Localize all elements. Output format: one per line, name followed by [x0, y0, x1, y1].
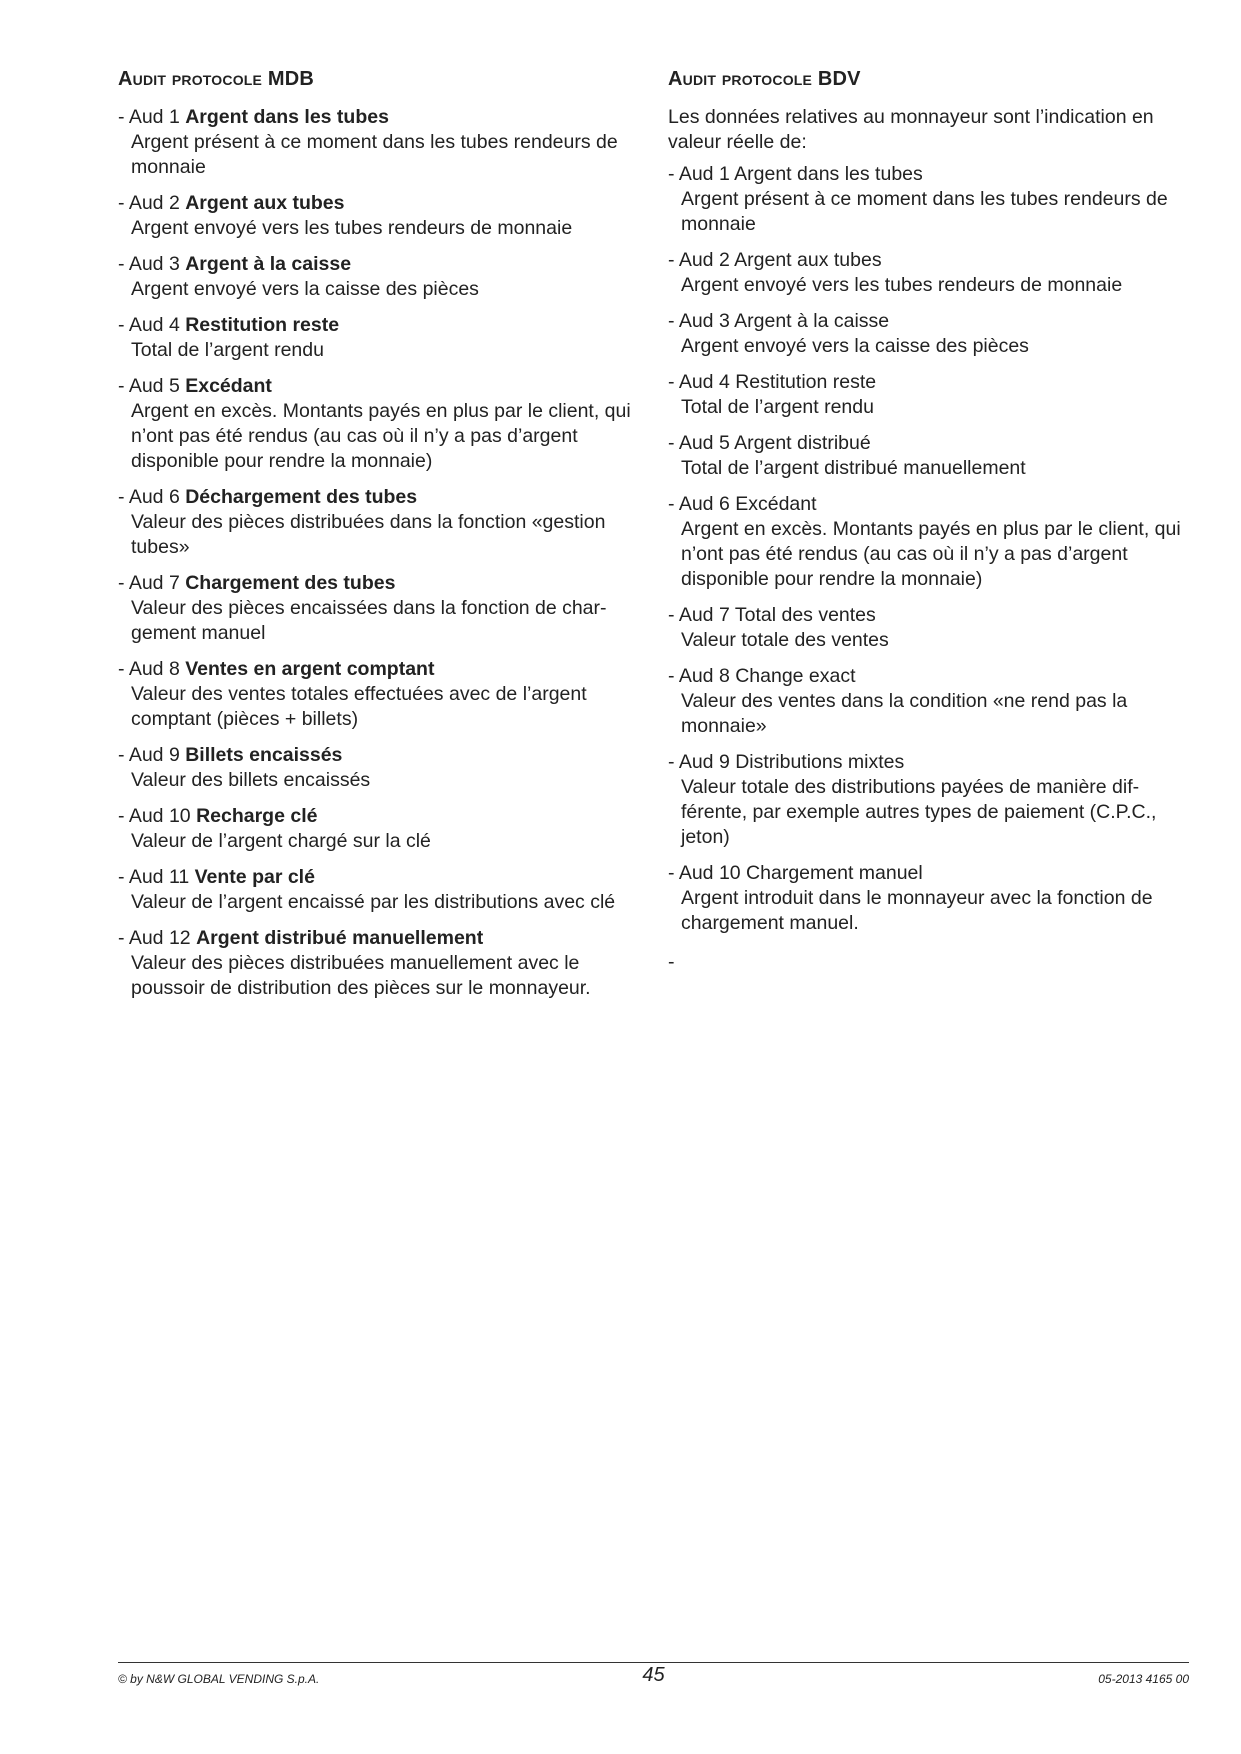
bdv-audit-item	[668, 162, 1198, 237]
bdv-audit-item	[668, 309, 1198, 359]
mdb-audit-item-title: Excédant	[185, 375, 272, 397]
bdv-audit-item-description: Total de l’argent distribué manuellement	[681, 457, 1026, 479]
bdv-audit-item-description: Total de l’argent rendu	[681, 396, 874, 418]
bdv-audit-item-description: Argent envoyé vers les tubes rendeurs de monnaie	[681, 274, 1123, 296]
mdb-audit-item-header	[118, 485, 648, 510]
page-footer	[118, 1664, 1189, 1690]
mdb-audit-item-number: - Aud 1	[118, 106, 186, 128]
mdb-audit-item-header	[118, 191, 648, 216]
bdv-audit-item-description: Valeur totale des distributions payées de manière dif-férente, par exemple autres types de paiement (C.P.C., jeton)	[681, 776, 1157, 848]
bdv-audit-item-description: Argent envoyé vers la caisse des pièces	[681, 335, 1029, 357]
bdv-audit-item	[668, 861, 1198, 936]
mdb-audit-item-description: Valeur des pièces distribuées manuellement avec le poussoir de distribution des pièces sur le monnayeur.	[131, 952, 591, 999]
footer-copyright: © by N&W GLOBAL VENDING S.p.A.	[118, 1672, 320, 1686]
mdb-audit-item-number: - Aud 7	[118, 572, 186, 594]
mdb-audit-item-title: Billets encaissés	[185, 744, 343, 766]
mdb-audit-item-number: - Aud 5	[118, 375, 186, 397]
mdb-audit-item-number: - Aud 10	[118, 805, 197, 827]
bdv-intro: Les données relatives au monnayeur sont l’indication en valeur réelle de:	[668, 106, 1154, 153]
mdb-audit-item-description: Argent envoyé vers la caisse des pièces	[131, 278, 479, 300]
bdv-audit-item	[668, 750, 1198, 850]
mdb-audit-item-description: Valeur des billets encaissés	[131, 769, 371, 791]
mdb-audit-item-title: Ventes en argent comptant	[185, 658, 435, 680]
mdb-audit-item	[118, 657, 648, 732]
mdb-audit-item-title: Restitution reste	[185, 314, 340, 336]
mdb-audit-item-title: Argent distribué manuellement	[196, 927, 484, 949]
mdb-audit-item-number: - Aud 6	[118, 486, 186, 508]
bdv-audit-item	[668, 431, 1198, 481]
mdb-audit-item	[118, 485, 648, 560]
bdv-audit-item-title: - Aud 10 Chargement manuel	[668, 862, 923, 884]
mdb-column	[118, 64, 648, 1012]
mdb-audit-item-description: Valeur de l’argent encaissé par les distributions avec clé	[131, 891, 616, 913]
bdv-audit-item-title: - Aud 2 Argent aux tubes	[668, 249, 882, 271]
mdb-audit-item-number: - Aud 3	[118, 253, 186, 275]
mdb-audit-item	[118, 313, 648, 363]
mdb-heading: Audit protocole MDB	[118, 68, 314, 90]
bdv-audit-item	[668, 370, 1198, 420]
footer-doc-code: 05-2013 4165 00	[1098, 1672, 1189, 1686]
bdv-audit-item-title: - Aud 6 Excédant	[668, 493, 817, 515]
mdb-audit-item-header	[118, 743, 648, 768]
page-number: 45	[642, 1664, 665, 1686]
mdb-audit-item	[118, 926, 648, 1001]
bdv-audit-item	[668, 664, 1198, 739]
mdb-audit-item	[118, 252, 648, 302]
bdv-item-list	[668, 162, 1198, 936]
bdv-audit-item-title: - Aud 5 Argent distribué	[668, 432, 871, 454]
bdv-audit-item-title: - Aud 3 Argent à la caisse	[668, 310, 890, 332]
mdb-audit-item-number: - Aud 8	[118, 658, 186, 680]
mdb-audit-item-header	[118, 374, 648, 399]
bdv-audit-item-title: - Aud 8 Change exact	[668, 665, 856, 687]
mdb-audit-item	[118, 804, 648, 854]
bdv-audit-item-description: Argent présent à ce moment dans les tubes rendeurs de monnaie	[681, 188, 1168, 235]
mdb-audit-item-header	[118, 313, 648, 338]
mdb-audit-item-header	[118, 865, 648, 890]
mdb-audit-item-number: - Aud 4	[118, 314, 186, 336]
bdv-trailing-dash: -	[668, 951, 675, 973]
mdb-audit-item-header	[118, 571, 648, 596]
mdb-item-list	[118, 105, 648, 1001]
bdv-heading: Audit protocole BDV	[668, 68, 861, 90]
bdv-audit-item-title: - Aud 4 Restitution reste	[668, 371, 877, 393]
mdb-audit-item-description: Valeur des pièces distribuées dans la fonction «gestion tubes»	[131, 511, 606, 558]
mdb-audit-item-description: Valeur de l’argent chargé sur la clé	[131, 830, 431, 852]
mdb-audit-item-description: Total de l’argent rendu	[131, 339, 324, 361]
mdb-audit-item-description: Argent en excès. Montants payés en plus par le client, qui n’ont pas été rendus (au cas où il n’y a pas d’argent disponible pour rendre la monnaie)	[131, 400, 631, 472]
bdv-audit-item	[668, 492, 1198, 592]
mdb-audit-item-title: Recharge clé	[196, 805, 318, 827]
mdb-audit-item-header	[118, 252, 648, 277]
mdb-audit-item	[118, 105, 648, 180]
mdb-audit-item-number: - Aud 12	[118, 927, 197, 949]
bdv-audit-item	[668, 248, 1198, 298]
mdb-audit-item-header	[118, 926, 648, 951]
mdb-audit-item	[118, 743, 648, 793]
bdv-audit-item	[668, 603, 1198, 653]
mdb-audit-item	[118, 191, 648, 241]
mdb-audit-item	[118, 865, 648, 915]
footer-rule	[118, 1662, 1189, 1663]
mdb-audit-item-header	[118, 804, 648, 829]
mdb-audit-item	[118, 571, 648, 646]
bdv-audit-item-description: Argent en excès. Montants payés en plus par le client, qui n’ont pas été rendus (au cas où il n’y a pas d’argent disponible pour rendre la monnaie)	[681, 518, 1181, 590]
mdb-audit-item-description: Valeur des pièces encaissées dans la fonction de char-gement manuel	[131, 597, 607, 644]
bdv-audit-item-description: Valeur totale des ventes	[681, 629, 889, 651]
mdb-audit-item-title: Argent à la caisse	[185, 253, 352, 275]
mdb-audit-item-header	[118, 105, 648, 130]
mdb-audit-item-title: Argent dans les tubes	[185, 106, 389, 128]
mdb-audit-item-description: Valeur des ventes totales effectuées avec de l’argent comptant (pièces + billets)	[131, 683, 587, 730]
mdb-audit-item-description: Argent envoyé vers les tubes rendeurs de monnaie	[131, 217, 573, 239]
bdv-audit-item-title: - Aud 7 Total des ventes	[668, 604, 876, 626]
mdb-audit-item-number: - Aud 11	[118, 866, 195, 888]
mdb-audit-item-number: - Aud 9	[118, 744, 186, 766]
mdb-audit-item-number: - Aud 2	[118, 192, 186, 214]
mdb-audit-item	[118, 374, 648, 474]
mdb-audit-item-title: Chargement des tubes	[185, 572, 396, 594]
bdv-column	[668, 64, 1198, 975]
mdb-audit-item-description: Argent présent à ce moment dans les tubes rendeurs de monnaie	[131, 131, 618, 178]
mdb-audit-item-title: Déchargement des tubes	[185, 486, 418, 508]
mdb-audit-item-title: Vente par clé	[194, 866, 315, 888]
bdv-audit-item-description: Argent introduit dans le monnayeur avec la fonction de chargement manuel.	[681, 887, 1153, 934]
mdb-audit-item-header	[118, 657, 648, 682]
bdv-audit-item-description: Valeur des ventes dans la condition «ne rend pas la monnaie»	[681, 690, 1128, 737]
bdv-audit-item-title: - Aud 1 Argent dans les tubes	[668, 163, 923, 185]
mdb-audit-item-title: Argent aux tubes	[185, 192, 345, 214]
bdv-audit-item-title: - Aud 9 Distributions mixtes	[668, 751, 905, 773]
